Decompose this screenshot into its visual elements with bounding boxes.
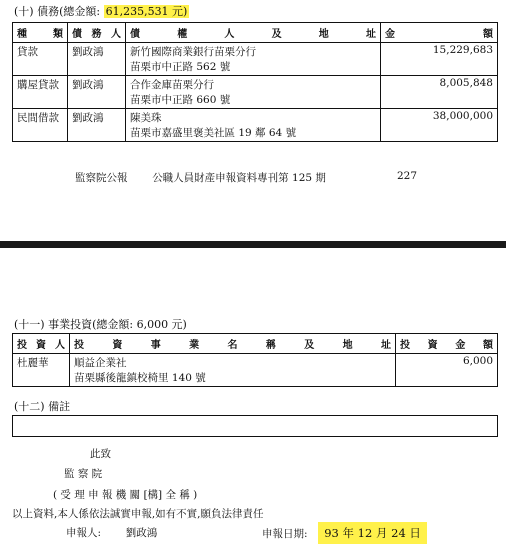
debt-creditor: 合作金庫苗栗分行 苗栗市中正路 660 號 (126, 76, 381, 109)
debt-type: 購屋貸款 (13, 76, 68, 109)
declarant (66, 525, 157, 540)
table-row (13, 76, 498, 109)
debt-debtor: 劉政鴻 (68, 76, 126, 109)
debt-amount: 8,005,848 (381, 76, 498, 109)
footer-agency: 監察院公報 (75, 172, 128, 184)
remarks-box (12, 415, 498, 437)
remarks-section-title: (十二) 備註 (14, 400, 71, 413)
header-amount: 金 額 (381, 23, 498, 43)
investment-amount: 6,000 (396, 354, 498, 387)
footer-page-number: 227 (397, 170, 418, 182)
closing-salutation: 此致 (90, 448, 111, 460)
investor-name: 杜麗華 (13, 354, 70, 387)
debt-debtor: 劉政鴻 (68, 43, 126, 76)
declarant-name: 劉政鴻 (125, 527, 158, 539)
debt-amount: 38,000,000 (381, 109, 498, 142)
debt-type: 民間借款 (13, 109, 68, 142)
header-debtor: 債 務 人 (68, 23, 126, 43)
date-value: 93 年 12 月 24 日 (318, 522, 427, 544)
table-row (13, 109, 498, 142)
page-divider (0, 241, 506, 248)
debt-creditor: 陳美珠 苗栗市嘉盛里褒美社區 19 鄰 64 號 (126, 109, 381, 142)
filing-date (262, 522, 427, 544)
debt-section-title (14, 3, 189, 19)
date-label: 申報日期: (262, 528, 308, 540)
business-table-header (13, 334, 498, 354)
table-row (13, 43, 498, 76)
header-type: 種 類 (13, 23, 68, 43)
closing-recipient: 監 察 院 (64, 468, 103, 480)
debt-table (12, 22, 498, 142)
header-business: 投 資 事 業 名 稱 及 地 址 (70, 334, 396, 354)
debt-debtor: 劉政鴻 (68, 109, 126, 142)
debt-table-header (13, 23, 498, 43)
closing-agency-note: ( 受 理 申 報 機 關 [構] 全 稱 ) (53, 489, 198, 501)
declarant-label: 申報人: (66, 527, 102, 539)
header-investor: 投 資 人 (13, 334, 70, 354)
header-investment-amount: 投 資 金 額 (396, 334, 498, 354)
debt-total-amount: 61,235,531 元) (105, 5, 188, 18)
debt-type: 貸款 (13, 43, 68, 76)
debt-title-prefix: (十) 債務(總金額: (14, 5, 104, 18)
business-section-title: (十一) 事業投資(總金額: 6,000 元) (14, 318, 187, 331)
footer-publication: 公職人員財產申報資料專刊第 125 期 (152, 172, 326, 184)
business-table (12, 333, 498, 387)
closing-declaration: 以上資料,本人係依法誠實申報,如有不實,願負法律責任 (12, 508, 264, 520)
business-name-address: 順益企業社 苗栗縣後龍鎮校椅里 140 號 (70, 354, 396, 387)
table-row (13, 354, 498, 387)
header-creditor: 債 權 人 及 地 址 (126, 23, 381, 43)
debt-creditor: 新竹國際商業銀行苗栗分行 苗栗市中正路 562 號 (126, 43, 381, 76)
page-footer (75, 170, 326, 185)
debt-amount: 15,229,683 (381, 43, 498, 76)
